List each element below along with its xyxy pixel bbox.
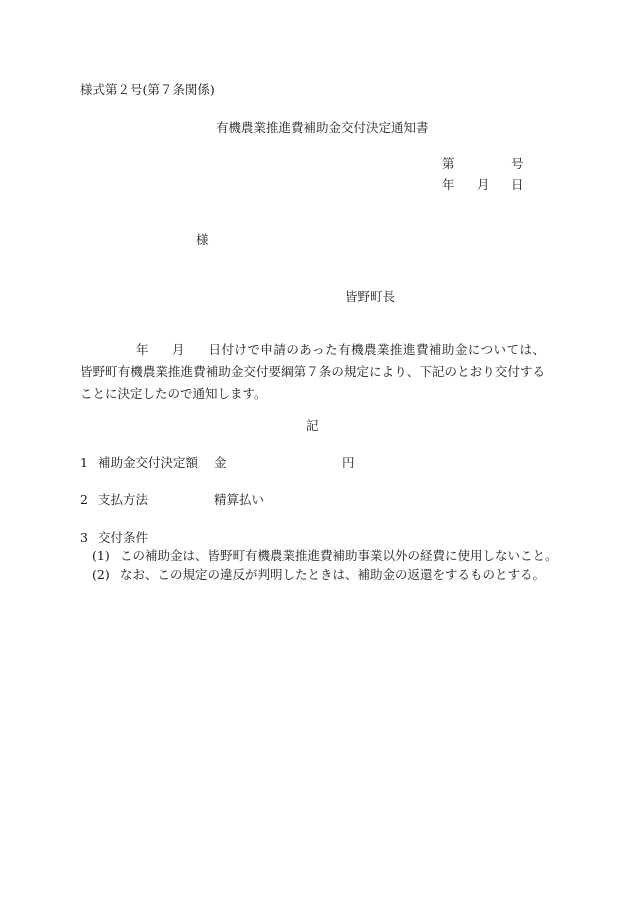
doc-number-prefix: 第 [442, 156, 455, 171]
item-1-label: 補助金交付決定額 [98, 455, 199, 470]
item-2-number: 2 [80, 492, 88, 507]
item-2-label: 支払方法 [98, 492, 149, 507]
date-year: 年 [442, 177, 455, 192]
condition-2-number: (2) [92, 567, 110, 582]
issuer: 皆野町長 [345, 289, 396, 304]
item-3-label: 交付条件 [98, 530, 149, 545]
item-1-value: 金 [214, 455, 227, 470]
item-2-value: 精算払い [214, 492, 265, 507]
doc-number-suffix: 号 [511, 156, 524, 171]
date-month: 月 [477, 177, 490, 192]
condition-1-text: この補助金は、皆野町有機農業推進費補助事業以外の経費に使用しないこと。 [120, 548, 558, 563]
body-text: 日付けで申請のあった有機農業推進費補助金については、皆野町有機農業推進費補助金交付要綱第７条の規定により、下記のとおり交付することに決定したので通知します。 [80, 342, 545, 401]
condition-2-text: なお、この規定の違反が判明したときは、補助金の返還をするものとする。 [120, 567, 546, 582]
item-3-number: 3 [80, 530, 88, 545]
body-month: 月 [172, 342, 185, 357]
item-1-unit: 円 [342, 455, 355, 470]
ki-heading: 記 [306, 418, 319, 433]
condition-1-number: (1) [92, 548, 110, 563]
document-title: 有機農業推進費補助金交付決定通知書 [216, 120, 429, 135]
addressee-suffix: 様 [196, 232, 209, 247]
form-number: 様式第２号(第７条関係) [80, 82, 215, 97]
date-day: 日 [511, 177, 524, 192]
item-1-number: 1 [80, 455, 88, 470]
body-year: 年 [136, 342, 149, 357]
body-paragraph [80, 339, 545, 405]
